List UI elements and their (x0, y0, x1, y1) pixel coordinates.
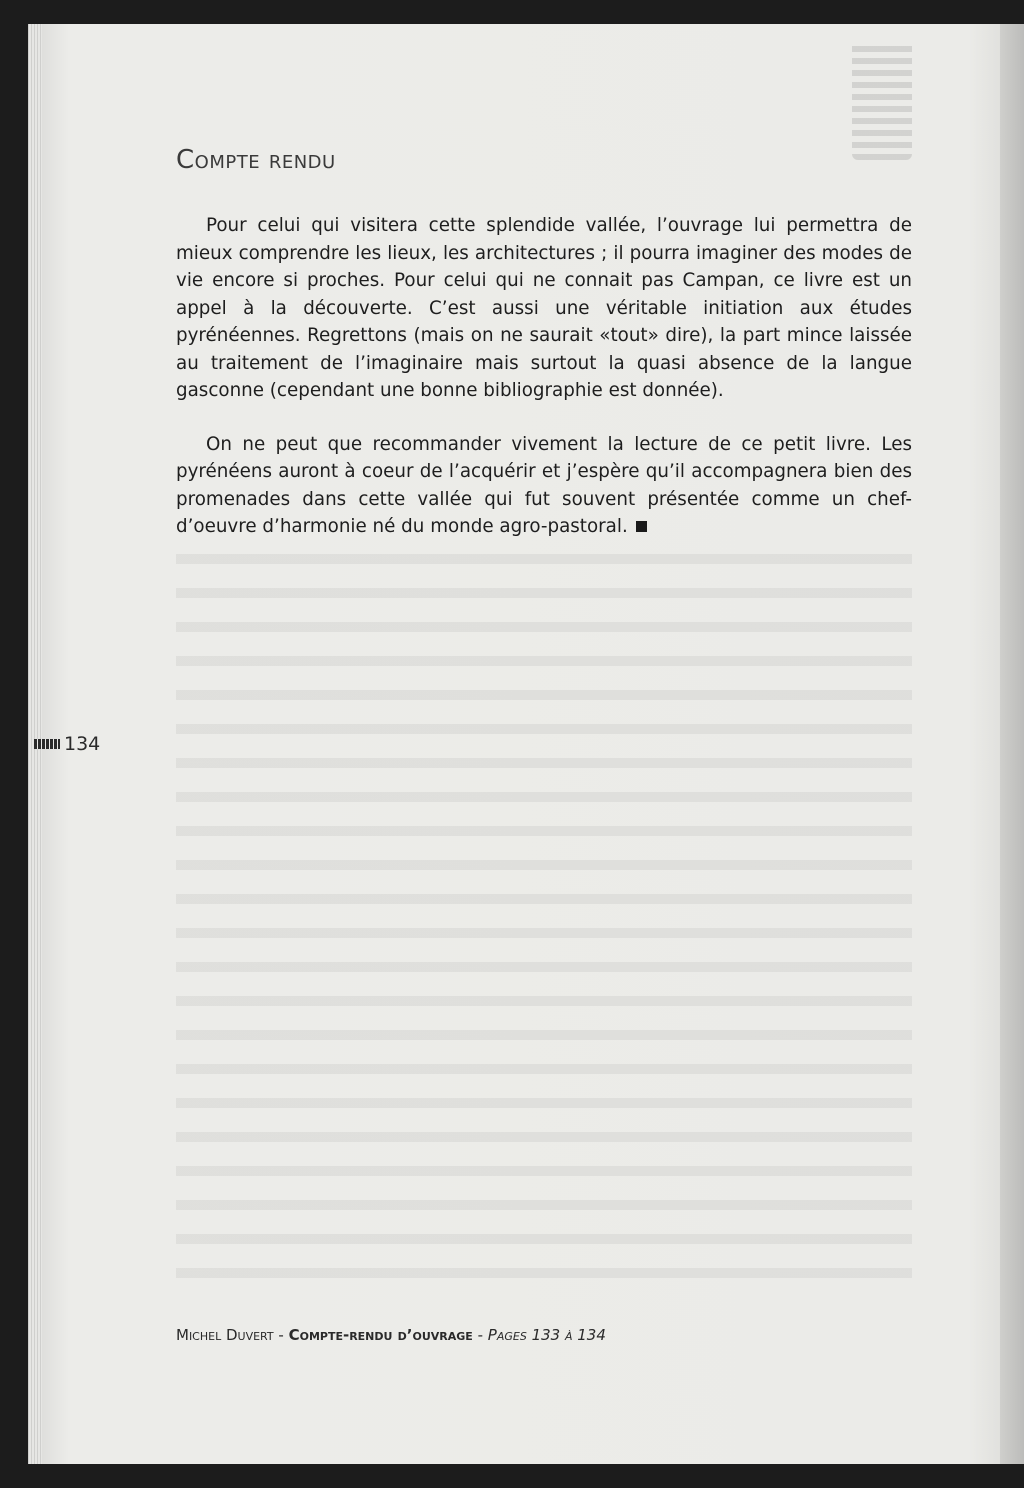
footer-pages: Pages 133 à 134 (487, 1326, 606, 1344)
end-of-article-square-icon (636, 521, 647, 532)
page-edge-tab (34, 739, 60, 749)
bleed-through-text (176, 540, 912, 1300)
footer-separator-2: - (472, 1326, 488, 1344)
facing-page-edge (1000, 24, 1024, 1464)
paragraph-1: Pour celui qui visitera cette splendide vallée, l’ouvrage lui permettra de mieux comprendre les lieux, les architectures ; il pourra imaginer des modes de vie encore si proches. Pour celui qui ne connait pas Campan, ce livre est un appel à la découverte. C’est aussi une véritable initiation aux études pyrénéennes. Regrettons (mais on ne saurait «tout» dire), la part mince laissée au traitement de l’imaginaire mais surtout la quasi absence de la langue gasconne (cependant une bonne bibliographie est donnée). (176, 215, 912, 401)
paragraph-2-text: On ne peut que recommander vivement la lecture de ce petit livre. Les pyrénéens auront à coeur de l’acquérir et j’espère qu’il accompagnera bien des promenades dans cette vallée qui fut souvent présentée comme un chef-d’oeuvre d’harmonie né du monde agro-pastoral. (176, 433, 912, 537)
running-footer (176, 1326, 606, 1344)
page-number: 134 (64, 733, 101, 755)
footer-work-title: Compte-rendu d’ouvrage (288, 1326, 473, 1344)
footer-author: Michel Duvert (176, 1326, 274, 1344)
review-body (176, 212, 912, 567)
footer-separator-1: - (273, 1326, 289, 1344)
paragraph-2 (176, 431, 912, 541)
bleed-through-ornament (852, 40, 912, 160)
running-header-title: Compte rendu (176, 145, 336, 175)
